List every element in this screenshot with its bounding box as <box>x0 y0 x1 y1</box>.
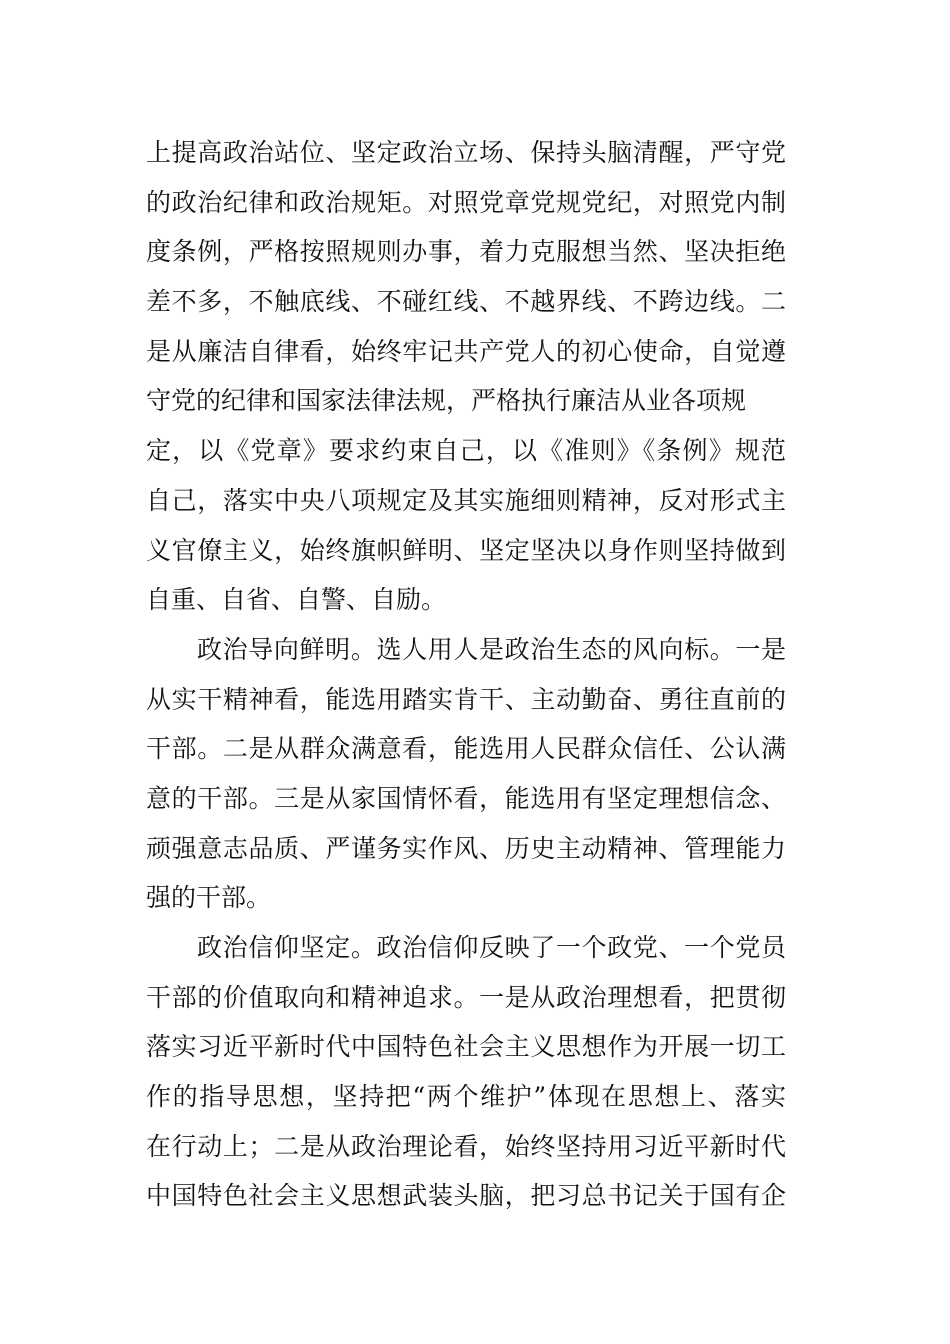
paragraph-first-line: 政治信仰坚定。政治信仰反映了一个政党、一个党员 <box>197 933 786 962</box>
text-line: 度条例，严格按照规则办事，着力克服想当然、坚决拒绝 <box>146 237 786 267</box>
text-line: 从实干精神看，能选用踏实肯干、主动勤奋、勇往直前的 <box>146 684 786 714</box>
text-line: 意的干部。三是从家国情怀看，能选用有坚定理想信念、 <box>146 783 786 813</box>
text-line: 干部。二是从群众满意看，能选用人民群众信任、公认满 <box>146 734 786 764</box>
text-line: 顽强意志品质、严谨务实作风、历史主动精神、管理能力 <box>146 833 786 863</box>
text-line: 自己，落实中央八项规定及其实施细则精神，反对形式主 <box>146 485 786 515</box>
text-line: 上提高政治站位、坚定政治立场、保持头脑清醒，严守党 <box>146 138 786 167</box>
body-text <box>146 128 786 1221</box>
text-line: 强的干部。 <box>146 883 272 913</box>
text-line: 作的指导思想，坚持把“两个维护”体现在思想上、落实 <box>146 1082 786 1112</box>
text-line: 干部的价值取向和精神追求。一是从政治理想看，把贯彻 <box>146 982 786 1012</box>
text-line: 落实习近平新时代中国特色社会主义思想作为开展一切工 <box>146 1032 786 1062</box>
text-line: 义官僚主义，始终旗帜鲜明、坚定坚决以身作则坚持做到 <box>146 535 786 565</box>
text-line: 差不多，不触底线、不碰红线、不越界线、不跨边线。二 <box>146 287 786 317</box>
paragraph-first-line: 政治导向鲜明。选人用人是政治生态的风向标。一是 <box>197 634 786 664</box>
text-line: 在行动上；二是从政治理论看，始终坚持用习近平新时代 <box>146 1131 786 1161</box>
text-line: 中国特色社会主义思想武装头脑，把习总书记关于国有企 <box>146 1181 786 1211</box>
text-line: 是从廉洁自律看，始终牢记共产党人的初心使命，自觉遵 <box>146 336 786 366</box>
text-line: 定，以《党章》要求约束自己，以《准则》《条例》规范 <box>146 436 786 466</box>
text-line: 的政治纪律和政治规矩。对照党章党规党纪，对照党内制 <box>146 187 786 217</box>
text-line: 自重、自省、自警、自励。 <box>146 585 447 615</box>
text-line: 守党的纪律和国家法律法规，严格执行廉洁从业各项规 <box>146 386 747 416</box>
